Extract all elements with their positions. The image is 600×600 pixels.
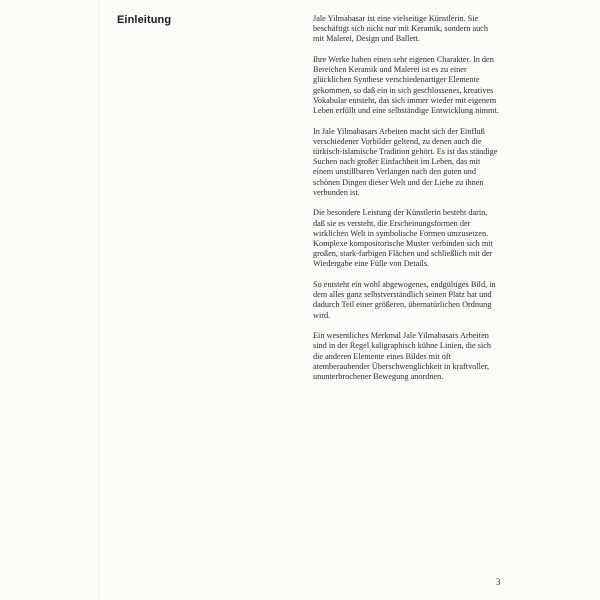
body-text-column: [313, 14, 499, 393]
paragraph: Ihre Werke haben einen sehr eigenen Charakter. In den Bereichen Keramik und Malerei ist es zu einer glücklichen Synthese verschiedenartiger Elemente gekommen, so daß ein in sich geschlossenes, kreatives Vokabular entsteht, das sich immer wieder mit eigenem Leben erfüllt und eine selbständige Entwicklung nimmt.: [313, 55, 499, 116]
paragraph: Jale Yilmabasar ist eine vielseitige Künstlerin. Sie beschäftigt sich nicht nur mit Keramik, sondern auch mit Malerei, Design und Ballett.: [313, 14, 489, 44]
page-number: 3: [496, 577, 501, 587]
paragraph: Die besondere Leistung der Künstlerin besteht darin, daß sie es versteht, die Erscheinungsformen der wirklichen Welt in symbolische Formen umzusetzen. Komplexe kompositorische Muster verbinden sich mit großen, stark-farbigen Flächen und schließlich mit der Wiedergabe eine Fülle von Details.: [313, 208, 493, 269]
paragraph: Ein wesentliches Merkmal Jale Yilmabasars Arbeiten sind in der Regel kaligraphisch kühne Linien, die sich die anderen Elemente eines Bildes mit oft atemberaubender Überschwenglichkeit in kraftvoller, ununterbrochener Bewegung anordnen.: [313, 331, 492, 382]
page-edge-shadow: [98, 0, 100, 600]
section-heading: Einleitung: [117, 14, 172, 26]
paragraph: So entsteht ein wohl abgewogenes, endgültiges Bild, in dem alles ganz selbstverständlich seinen Platz hat und dadurch Teil einer größeren, übernatürlichen Ordnung wird.: [313, 280, 496, 320]
paragraph: In Jale Yilmabasars Arbeiten macht sich der Einfluß verschiedener Vorbilder geltend, zu denen auch die türkisch-islamische Tradition gehört. Es ist das ständige Suchen nach großer Einfachheit im Leben, das mit einem unstillbaren Verlangen nach den guten und schönen Dingen dieser Welt und der Liebe zu ihnen verbunden ist.: [313, 126, 498, 197]
